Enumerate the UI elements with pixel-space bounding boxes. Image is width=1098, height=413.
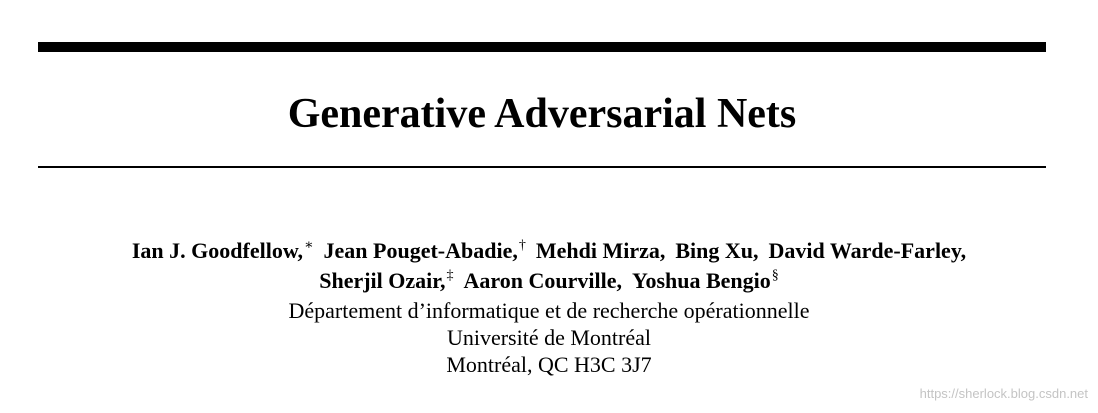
affiliation-department: Département d’informatique et de recherche opérationnelle (288, 298, 810, 323)
author-line-1 (0, 236, 1098, 266)
top-thick-rule (38, 42, 1046, 52)
affiliation-university: Université de Montréal (446, 325, 652, 350)
affiliation-block (0, 297, 1098, 378)
author-line-2 (0, 266, 1098, 296)
author-footnote-mark: § (771, 268, 779, 283)
author-name: Mehdi Mirza, (535, 238, 666, 263)
affiliation-address: Montréal, QC H3C 3J7 (446, 352, 652, 377)
title-bottom-rule (38, 166, 1046, 168)
author-footnote-mark: † (518, 238, 526, 253)
author-name: Sherjil Ozair, (319, 268, 446, 293)
author-name: Aaron Courville, (463, 268, 622, 293)
author-name: David Warde-Farley, (768, 238, 967, 263)
author-name: Yoshua Bengio (632, 268, 771, 293)
author-name: Jean Pouget-Abadie, (323, 238, 518, 263)
paper-title: Generative Adversarial Nets (287, 91, 797, 137)
author-name: Bing Xu, (675, 238, 759, 263)
source-watermark: https://sherlock.blog.csdn.net (919, 386, 1088, 401)
author-list (0, 236, 1098, 296)
author-footnote-mark: ∗ (304, 238, 314, 253)
author-name: Ian J. Goodfellow, (131, 238, 303, 263)
author-footnote-mark: ‡ (446, 268, 454, 283)
